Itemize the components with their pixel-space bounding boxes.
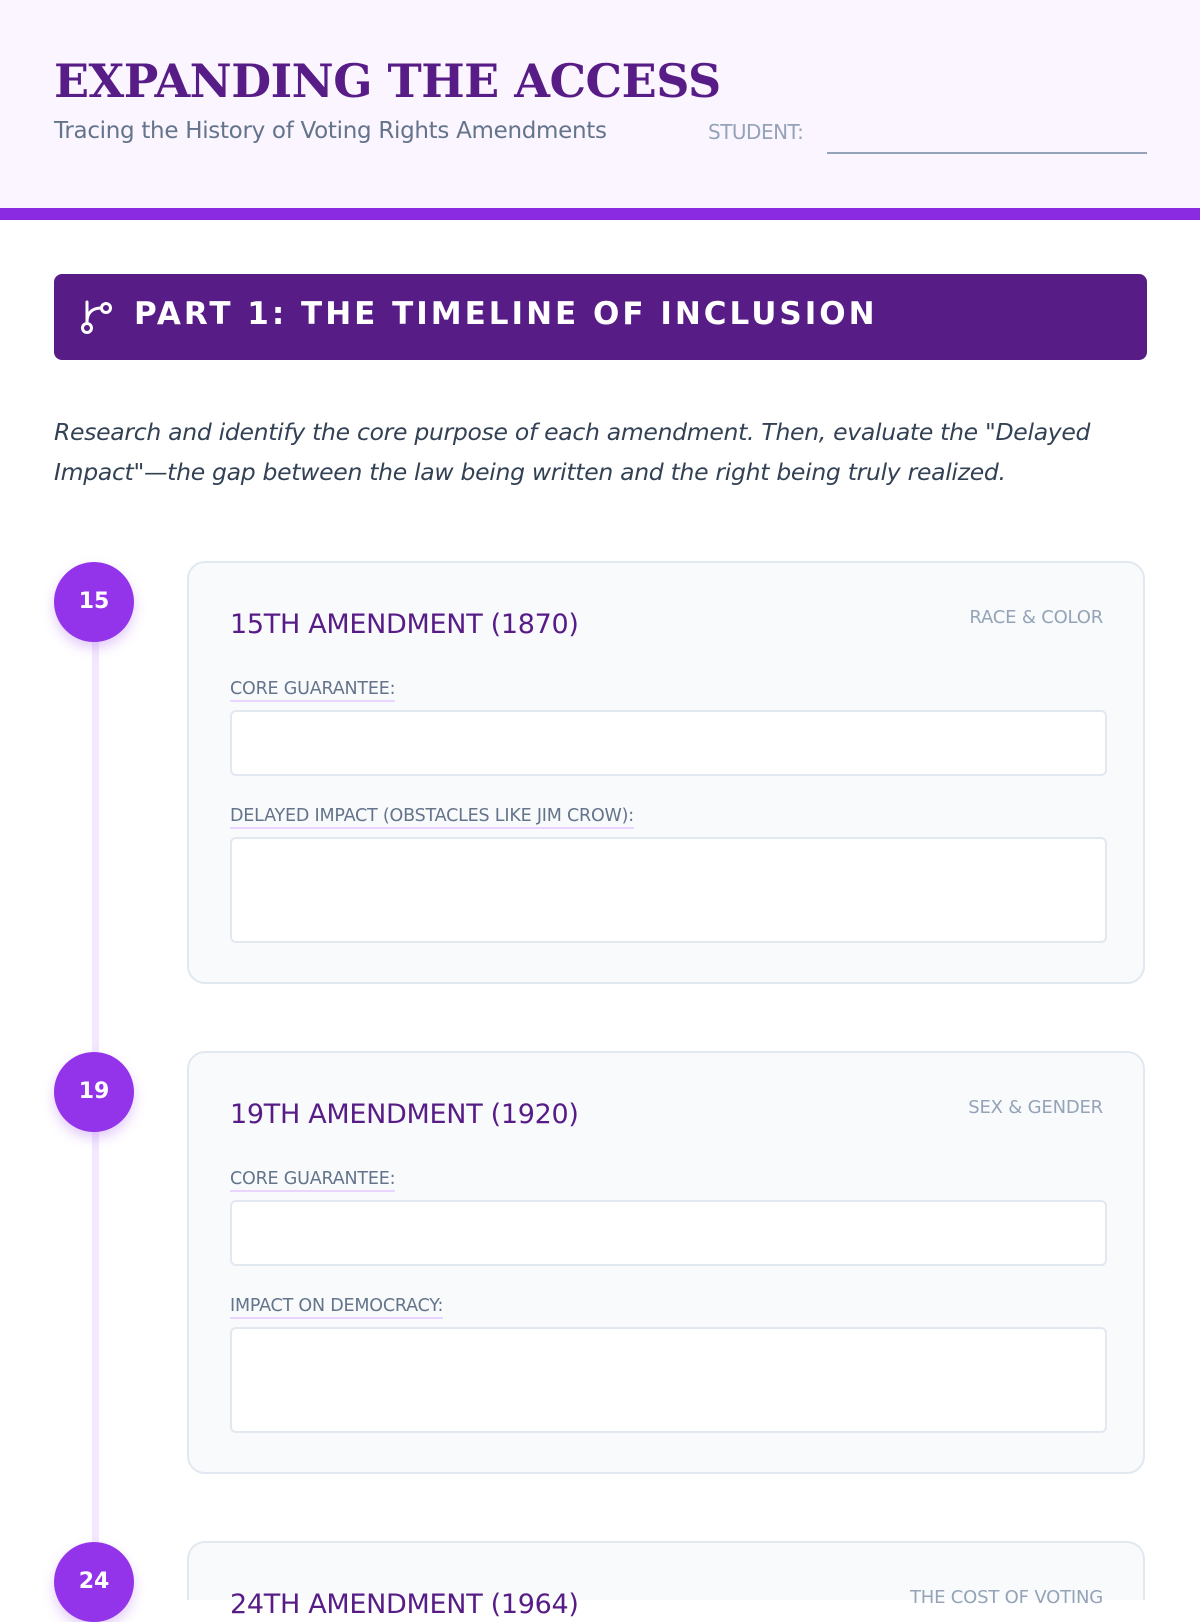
- amendment-24-tag: THE COST OF VOTING: [909, 1587, 1103, 1608]
- page-header: [0, 0, 1200, 220]
- part-1-banner: [54, 274, 1147, 360]
- delayed-impact-field[interactable]: [230, 837, 1107, 943]
- amendment-15-tag: RACE & COLOR: [969, 607, 1103, 628]
- core-guarantee-field[interactable]: [230, 1200, 1107, 1266]
- amendment-15-badge: 15: [54, 562, 134, 642]
- instructions-text: Research and identify the core purpose of each amendment. Then, evaluate the "Delayed Impact"—the gap between the law being written and the right being truly realized.: [54, 418, 1091, 486]
- impact-on-democracy-label: IMPACT ON DEMOCRACY:: [230, 1296, 443, 1319]
- core-guarantee-field[interactable]: [230, 710, 1107, 776]
- amendment-19-badge: 19: [54, 1052, 134, 1132]
- amendment-24-title: 24TH AMENDMENT (1964): [230, 1589, 579, 1620]
- part-1-title: PART 1: THE TIMELINE OF INCLUSION: [134, 296, 878, 332]
- impact-on-democracy-field[interactable]: [230, 1327, 1107, 1433]
- student-label: STUDENT:: [708, 120, 804, 144]
- amendment-15-card: [187, 561, 1145, 984]
- page-title: EXPANDING THE ACCESS: [54, 54, 721, 108]
- core-guarantee-label: CORE GUARANTEE:: [230, 1169, 395, 1192]
- amendment-19-tag: SEX & GENDER: [968, 1097, 1103, 1118]
- amendment-24-badge: 24: [54, 1542, 134, 1622]
- student-name-input[interactable]: [827, 110, 1147, 154]
- core-guarantee-label: CORE GUARANTEE:: [230, 679, 395, 702]
- delayed-impact-label: DELAYED IMPACT (OBSTACLES LIKE JIM CROW):: [230, 806, 634, 829]
- git-branch-icon: [78, 298, 116, 336]
- amendment-19-title: 19TH AMENDMENT (1920): [230, 1099, 579, 1130]
- amendment-19-card: [187, 1051, 1145, 1474]
- amendment-24-card: [187, 1541, 1145, 1620]
- page-subtitle: Tracing the History of Voting Rights Amendments: [54, 118, 607, 144]
- amendment-15-title: 15TH AMENDMENT (1870): [230, 609, 579, 640]
